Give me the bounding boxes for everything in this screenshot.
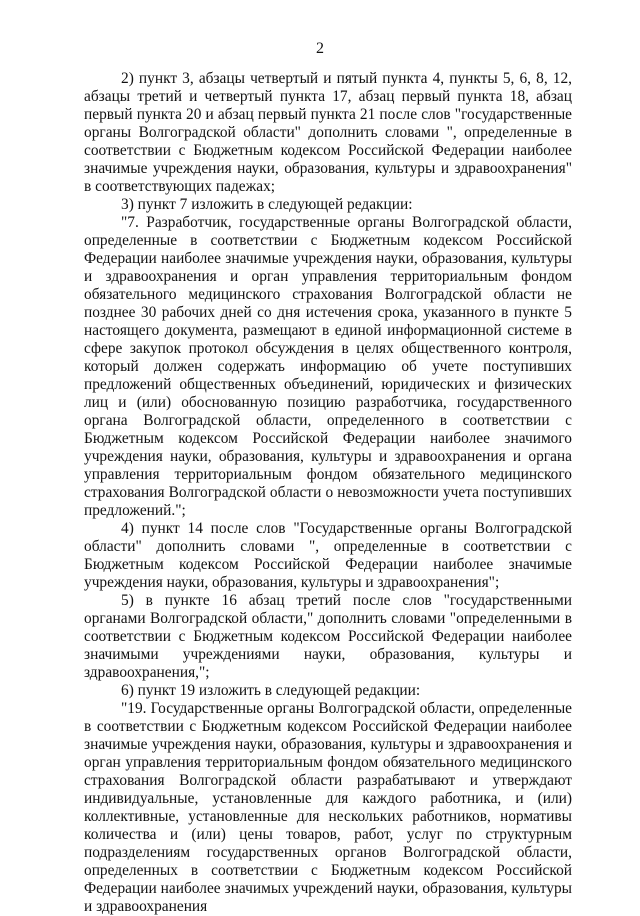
page-number: 2 [316,40,324,57]
paragraph-point-19-text: "19. Государственные органы Волгоградской области, определенные в соответствии с Бюджетным кодексом Российской Федерации наиболее значимые учреждения науки, образования, культуры и здравоохранения и орган управления территориальным фондом обязательного медицинского страхования Волгоградской области разрабатывают и утверждают индивидуальные, установленные для каждого работника, и (или) коллективные, установленные для нескольких работников, нормативы количества и (или) цены товаров, работ, услуг по структурным подразделениям государственных органов Волгоградской области, определенных в соответствии с Бюджетным кодексом Российской Федерации наиболее значимых учреждений науки, образования, культуры и здравоохранения [84,700,572,915]
paragraph-item-3: 3) пункт 7 изложить в следующей редакции: [121,196,413,213]
paragraph-point-7-text: "7. Разработчик, государственные органы Волгоградской области, определенные в соответствии с Бюджетным кодексом Российской Федерации наиболее значимые учреждения науки, образования, культуры и здравоохранения и орган управления территориальным фондом обязательного медицинского страхования Волгоградской области не позднее 30 рабочих дней со дня истечения срока, указанного в пункте 5 настоящего документа, размещают в единой информационной системе в сфере закупок протокол обсуждения в целях общественного контроля, который должен содержать информацию об учете поступивших предложений общественных объединений, юридических и физических лиц и (или) обоснованную позицию разработчика, государственного органа Волгоградской области, определенного в соответствии с Бюджетным кодексом Российской Федерации наиболее значимого учреждения науки, образования, культуры и здравоохранения и органа управления территориальным фондом обязательного медицинского страхования Волгоградской области о невозможности учета поступивших предложений."; [84,214,572,519]
paragraph-item-2: 2) пункт 3, абзацы четвертый и пятый пункта 4, пункты 5, 6, 8, 12, абзацы третий и четвертый пункта 17, абзац первый пункта 18, абзац первый пункта 20 и абзац первый пункта 21 после слов "государственные органы Волгоградской области" дополнить словами ", определенные в соответствии с Бюджетным кодексом Российской Федерации наиболее значимые учреждения науки, образования, культуры и здравоохранения" в соответствующих падежах; [84,70,572,195]
document-body [84,70,572,916]
paragraph-item-4: 4) пункт 14 после слов "Государственные органы Волгоградской области" дополнить словами ", определенные в соответствии с Бюджетным кодексом Российской Федерации наиболее значимые учреждения науки, образования, культуры и здравоохранения"; [84,520,572,591]
paragraph-item-5: 5) в пункте 16 абзац третий после слов "государственными органами Волгоградской области," дополнить словами "определенными в соответствии с Бюджетным кодексом Российской Федерации наиболее значимыми учреждениями науки, образования, культуры и здравоохранения,"; [84,592,572,681]
paragraph-item-6: 6) пункт 19 изложить в следующей редакции: [121,682,421,699]
